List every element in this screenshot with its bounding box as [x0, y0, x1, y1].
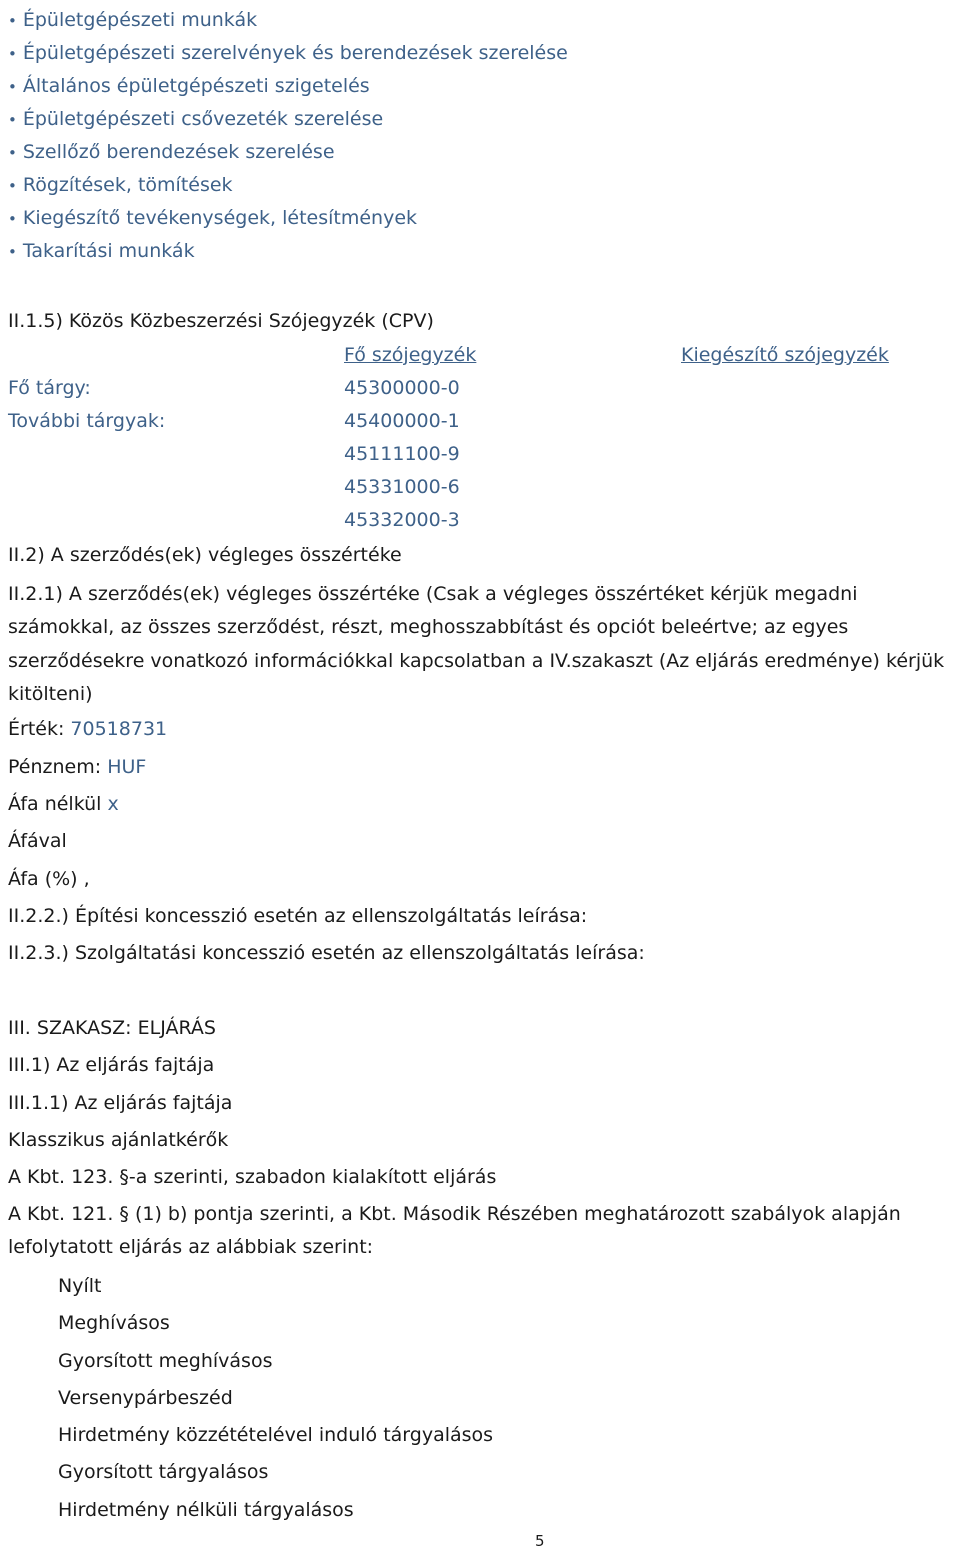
procedure-options: [58, 1268, 493, 1529]
list-item: • Szellőző berendezések szerelése: [8, 136, 568, 169]
list-item: • Kiegészítő tevékenységek, létesítmények: [8, 202, 568, 235]
procedure-type-heading: III.1) Az eljárás fajtája: [8, 1054, 215, 1076]
value-row: [8, 716, 167, 742]
cpv-main-label: Fő tárgy:: [8, 377, 91, 399]
classic-contracting: Klasszikus ajánlatkérők: [8, 1129, 229, 1151]
total-paragraph: II.2.1) A szerződés(ek) végleges összértéke (Csak a végleges összértéket kérjük megadni számokkal, az összes szerződést, részt, meghosszabbítást és opciót beleértve; az egyes szerződésekre vonatkozó információkkal kapcsolatban a IV.szakaszt (Az eljárás eredménye) kérjük kitölteni): [8, 583, 945, 705]
currency-label: Pénznem:: [8, 756, 102, 778]
list-item: • Általános épületgépészeti szigetelés: [8, 70, 568, 103]
value: 70518731: [70, 718, 168, 740]
cpv-other-code: 45331000-6: [344, 476, 460, 498]
list-item: Gyorsított tárgyalásos: [58, 1461, 269, 1484]
currency-row: [8, 754, 146, 780]
cpv-other-code: 45400000-1: [344, 410, 460, 432]
list-item: • Épületgépészeti szerelvények és berendezések szerelése: [8, 37, 568, 70]
list-item: Hirdetmény nélküli tárgyalásos: [58, 1498, 354, 1521]
vat-pct-label: Áfa (%) ,: [8, 868, 90, 890]
section-title: III. SZAKASZ: ELJÁRÁS: [8, 1017, 216, 1039]
novat-row: [8, 791, 119, 817]
activity-list: [8, 4, 568, 268]
procedure-type-subheading: III.1.1) Az eljárás fajtája: [8, 1092, 233, 1114]
kbt-123: A Kbt. 123. §-a szerinti, szabadon kialakított eljárás: [8, 1166, 497, 1188]
list-item: • Rögzítések, tömítések: [8, 169, 568, 202]
value-label: Érték:: [8, 718, 65, 740]
page-number: 5: [535, 1532, 545, 1550]
cpv-col-extra: Kiegészítő szójegyzék: [681, 344, 889, 366]
construction-concession: II.2.2.) Építési koncesszió esetén az ellenszolgáltatás leírása:: [8, 905, 588, 927]
kbt-121: A Kbt. 121. § (1) b) pontja szerinti, a Kbt. Második Részében meghatározott szabályok alapján lefolytatott eljárás az alábbiak szerint:: [8, 1203, 901, 1259]
service-concession: II.2.3.) Szolgáltatási koncesszió esetén az ellenszolgáltatás leírása:: [8, 942, 645, 964]
novat-label: Áfa nélkül: [8, 793, 102, 815]
list-item: • Épületgépészeti csővezeték szerelése: [8, 103, 568, 136]
currency: HUF: [107, 756, 147, 778]
total-heading: II.2) A szerződés(ek) végleges összértéke: [8, 544, 402, 566]
cpv-other-label: További tárgyak:: [8, 410, 166, 432]
cpv-other-code: 45111100-9: [344, 443, 460, 465]
cpv-main-code: 45300000-0: [344, 377, 460, 399]
list-item: Nyílt: [58, 1275, 102, 1297]
list-item: Hirdetmény közzétételével induló tárgyalásos: [58, 1424, 494, 1447]
list-item: • Takarítási munkák: [8, 235, 568, 268]
cpv-heading: II.1.5) Közös Közbeszerzési Szójegyzék (CPV): [8, 310, 434, 332]
cpv-other-code: 45332000-3: [344, 509, 460, 531]
list-item: • Épületgépészeti munkák: [8, 4, 568, 37]
list-item: Meghívásos: [58, 1312, 170, 1335]
list-item: Versenypárbeszéd: [58, 1386, 233, 1409]
cpv-col-main: Fő szójegyzék: [344, 344, 477, 366]
withvat-label: Áfával: [8, 830, 67, 852]
novat-mark: x: [107, 793, 119, 815]
list-item: Gyorsított meghívásos: [58, 1349, 273, 1372]
